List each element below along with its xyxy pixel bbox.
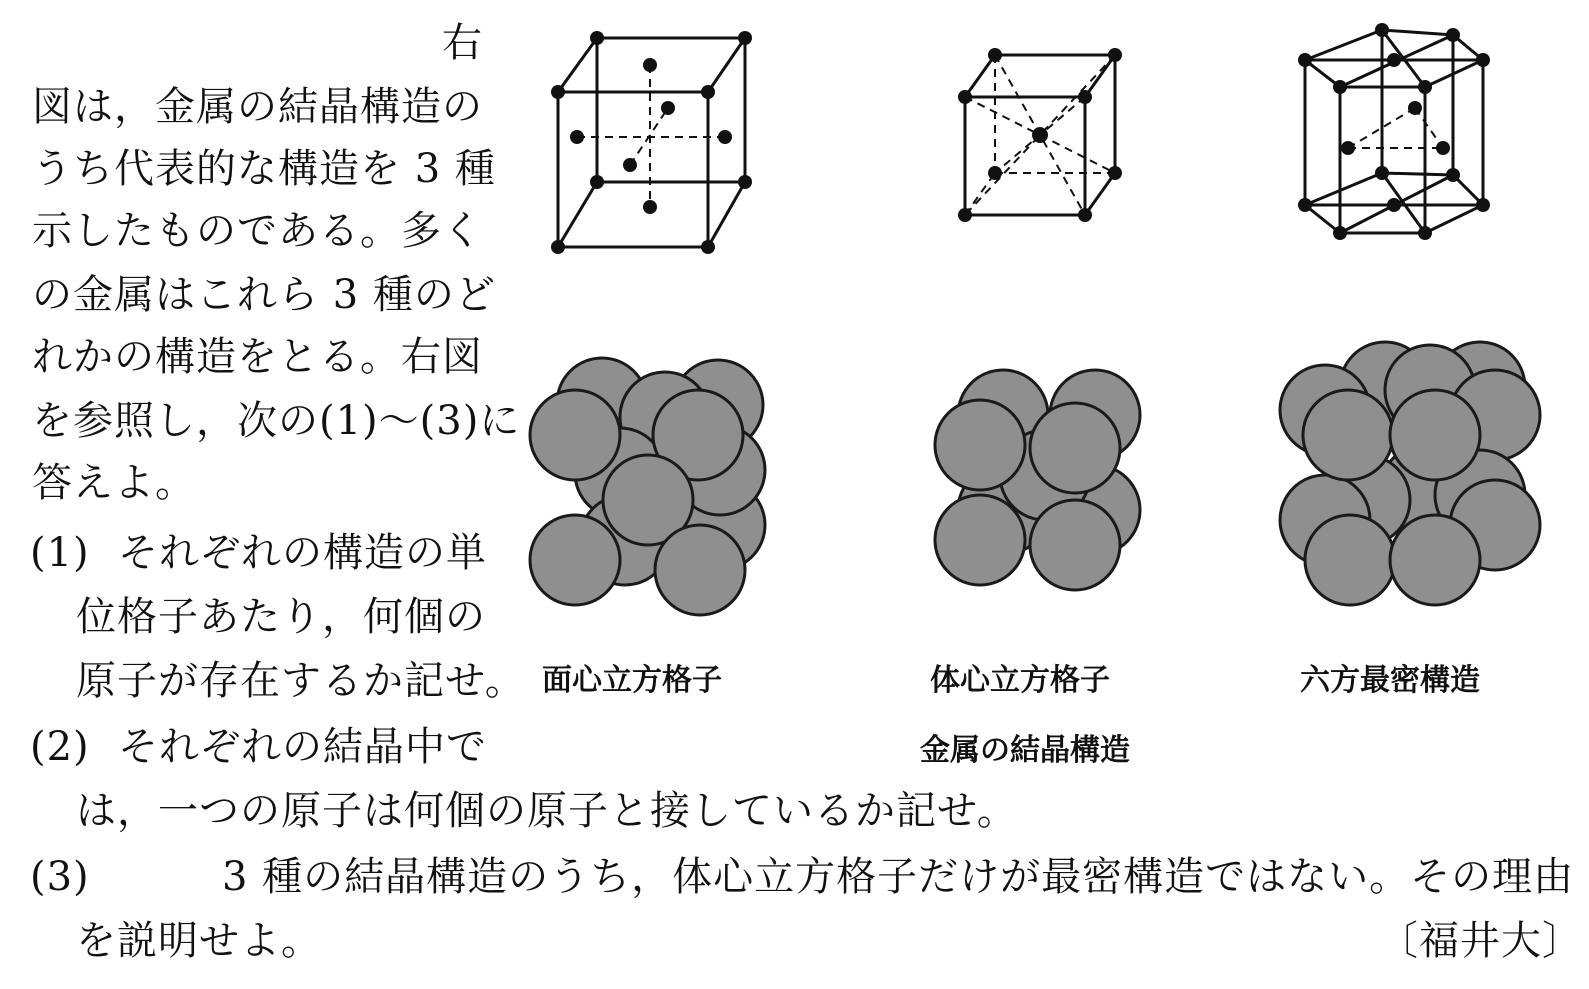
q2-line-1: それぞれの結晶中で (118, 724, 487, 770)
q2-line-2: は，一つの原子は何個の原子と接しているか記せ。 (76, 788, 1018, 834)
q1-number: (1) (30, 530, 90, 576)
bcc-lattice-diagram (950, 45, 1130, 235)
q1-line-1: それぞれの構造の単 (118, 530, 487, 576)
q2-number: (2) (30, 724, 90, 770)
source-label: 〔福井大〕 (1378, 918, 1583, 964)
fcc-sphere-model (520, 345, 790, 620)
q3-number: (3) (30, 854, 90, 900)
text-line-2: 図は，金属の結晶構造の (32, 84, 483, 130)
hcp-sphere-model (1270, 335, 1550, 615)
q1-line-3: 原子が存在するか記せ。 (76, 658, 526, 704)
figure-title: 金属の結晶構造 (920, 733, 1130, 768)
q3-line-2: を説明せよ。 (76, 918, 322, 964)
text-line-6: れかの構造をとる。右図 (32, 334, 483, 380)
text-line-4: 示したものである。多く (32, 208, 483, 254)
text-line-1: 右 (442, 20, 483, 66)
caption-bcc: 体心立方格子 (930, 663, 1110, 698)
caption-fcc: 面心立方格子 (542, 663, 722, 698)
text-line-3: うち代表的な構造を 3 種 (32, 146, 496, 192)
q3-line-1: 3 種の結晶構造のうち，体心立方格子だけが最密構造ではない。その理由 (222, 854, 1575, 900)
text-line-5: の金属はこれら 3 種のど (32, 272, 496, 318)
fcc-lattice-diagram (530, 20, 770, 260)
bcc-sphere-model (925, 360, 1155, 600)
q1-line-2: 位格子あたり，何個の (76, 594, 486, 640)
caption-hcp: 六方最密構造 (1300, 663, 1480, 698)
text-line-8: 答えよ。 (32, 460, 196, 506)
hcp-lattice-diagram (1290, 15, 1530, 245)
text-line-7: を参照し，次の(1)～(3)に (32, 398, 521, 444)
